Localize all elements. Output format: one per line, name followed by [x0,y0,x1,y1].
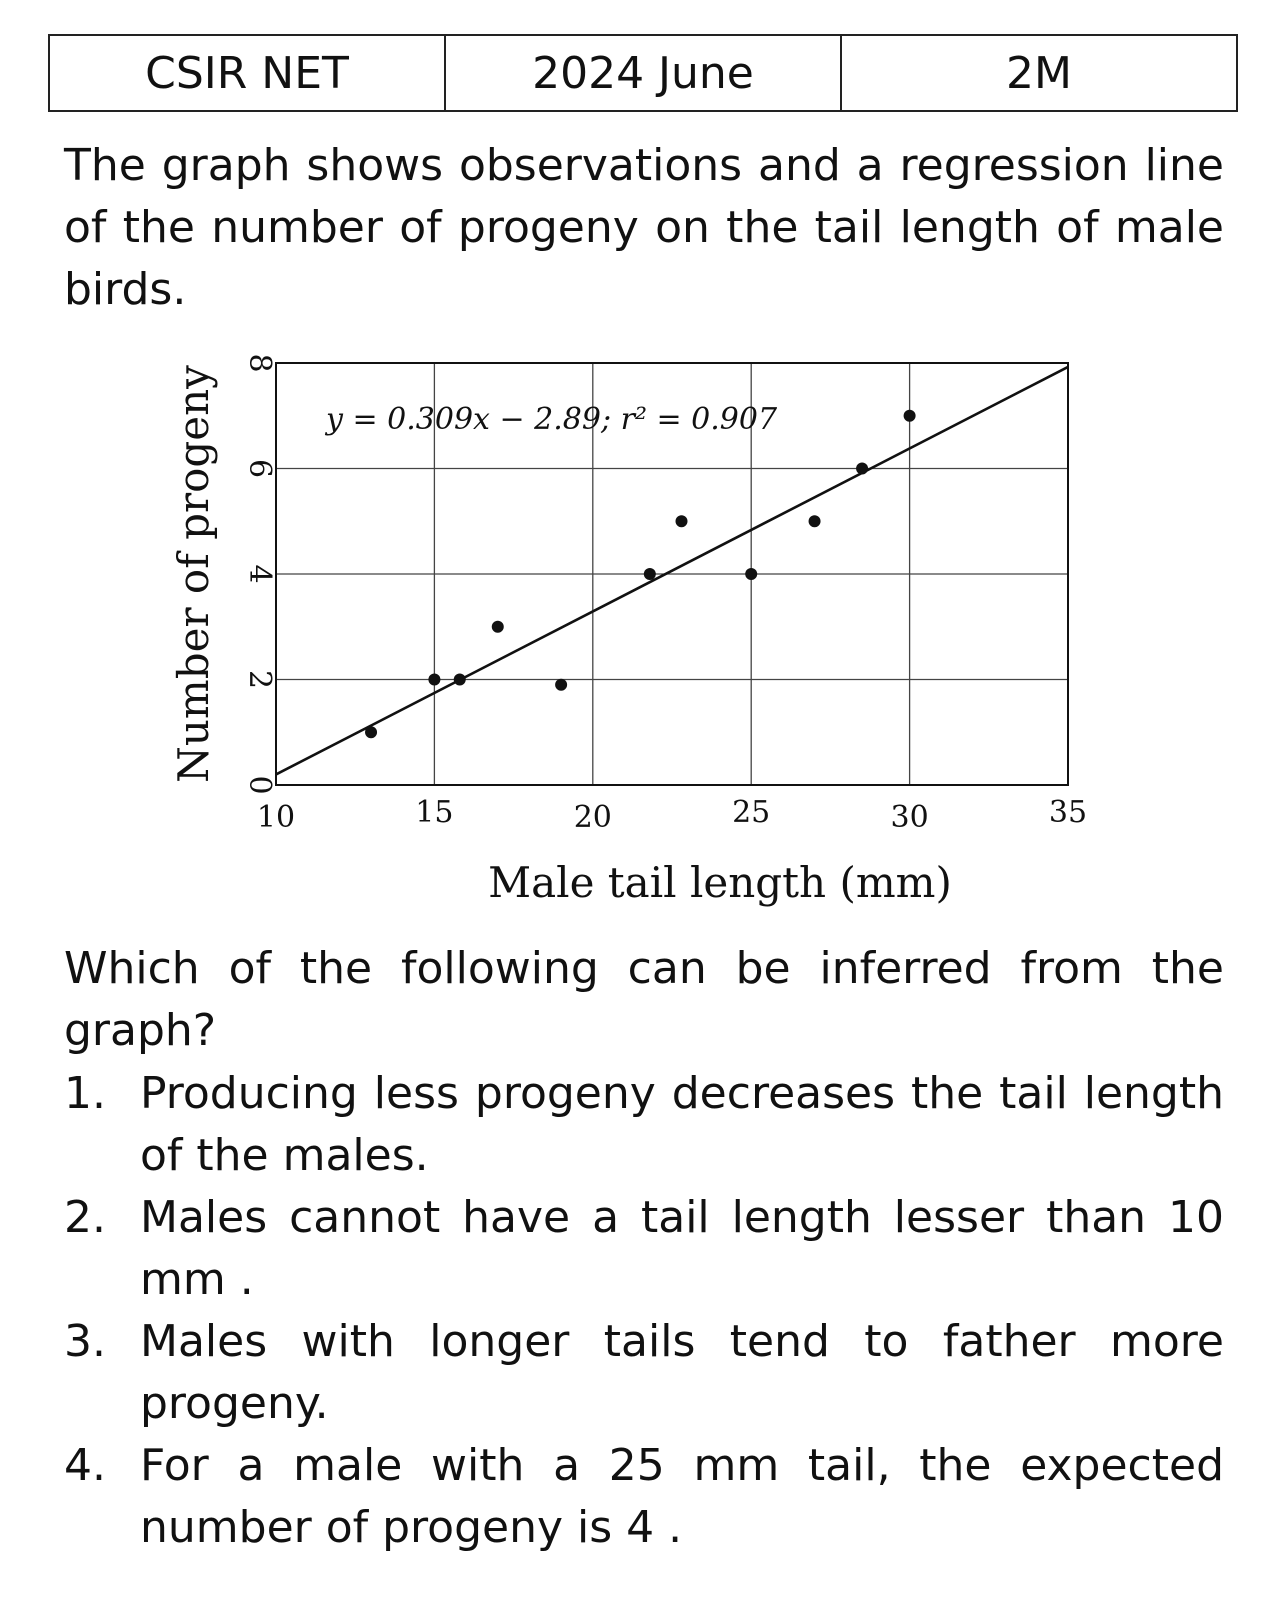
data-point [454,674,466,686]
options-list [64,1063,1224,1559]
header-table [48,34,1238,112]
question-marks: 2M [840,36,1236,110]
x-tick-label: 35 [1048,795,1088,830]
exam-name: CSIR NET [145,47,349,99]
data-point [904,410,916,422]
question-prompt: Which of the following can be inferred from the graph? [64,943,1224,1056]
y-tick-label: 8 [242,353,277,373]
data-point [809,515,821,527]
data-point [555,679,567,691]
data-point [492,621,504,633]
x-tick-label: 30 [890,800,929,835]
option-text: Males cannot have a tail length lesser than 10 mm . [140,1192,1224,1305]
option-1[interactable] [64,1063,1224,1187]
x-axis-label: Male tail length (mm) [488,858,952,907]
x-tick-label: 20 [573,800,612,835]
option-text: Producing less progeny decreases the tail length of the males. [140,1068,1224,1181]
chart-svg [160,345,1140,935]
y-tick-label: 0 [242,775,277,795]
option-number: 2. [64,1192,106,1243]
y-tick-label: 4 [242,564,277,584]
y-tick-label: 2 [242,669,277,690]
exam-session: 2024 June [444,36,840,110]
option-2[interactable] [64,1187,1224,1311]
data-point [428,674,440,686]
data-point [745,568,757,580]
option-number: 4. [64,1440,106,1491]
scatter-chart [160,345,1140,935]
option-3[interactable] [64,1311,1224,1435]
x-tick-label: 15 [415,795,454,830]
y-tick-label: 6 [242,458,277,479]
option-number: 1. [64,1068,106,1119]
option-4[interactable] [64,1435,1224,1559]
x-tick-label: 10 [256,800,296,835]
data-point [676,515,688,527]
data-point [644,568,656,580]
option-text: Males with longer tails tend to father more progeny. [140,1316,1224,1429]
option-number: 3. [64,1316,106,1367]
regression-equation: y = 0.309x − 2.89; r² = 0.907 [326,402,778,437]
x-tick-label: 25 [732,795,771,830]
option-text: For a male with a 25 mm tail, the expected number of progeny is 4 . [140,1440,1224,1553]
data-point [856,463,868,475]
y-axis-label: Number of progeny [169,365,218,783]
data-point [365,726,377,738]
question-stem: The graph shows observations and a regression line of the number of progeny on the tail length of male birds. [64,140,1224,315]
